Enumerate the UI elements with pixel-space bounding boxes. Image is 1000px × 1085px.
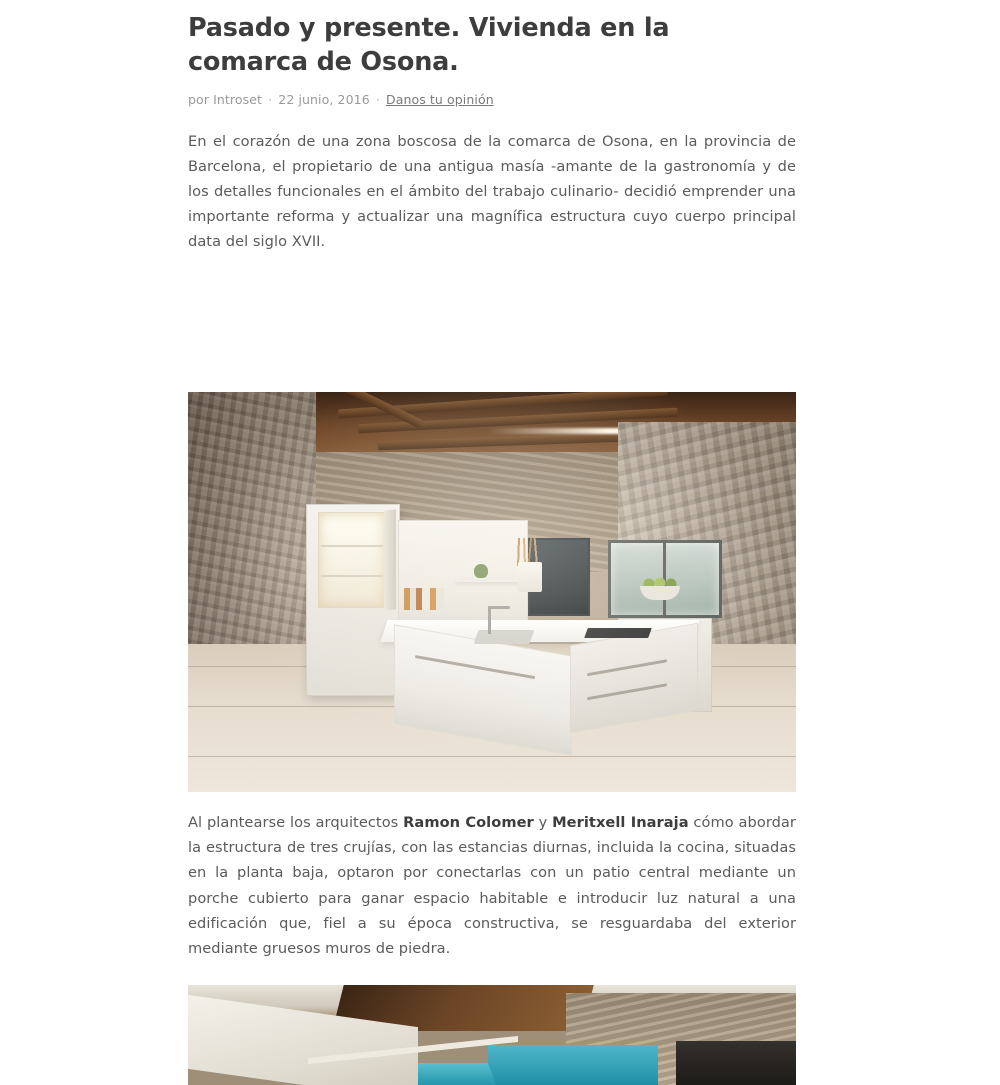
architect-name-2: Meritxell Inaraja xyxy=(552,814,689,832)
article-author: por Introset xyxy=(188,91,263,107)
floor-joint xyxy=(188,756,796,757)
dark-opening xyxy=(676,1041,796,1085)
comment-link[interactable]: Danos tu opinión xyxy=(385,91,494,107)
paragraph-architects xyxy=(188,810,796,961)
paragraph-part-1: Al plantearse los arquitectos xyxy=(188,814,404,832)
architect-name-1: Ramon Colomer xyxy=(403,814,534,832)
tall-cabinet-interior xyxy=(318,512,386,608)
wall-shelf xyxy=(456,578,522,582)
island-drawer-handle xyxy=(587,659,667,676)
article-meta xyxy=(188,92,796,107)
kitchen-scene xyxy=(188,392,796,792)
faucet-arm xyxy=(488,606,510,609)
cabinet-shelf xyxy=(321,575,383,577)
article-image-kitchen xyxy=(188,392,796,792)
sink xyxy=(473,630,534,644)
paragraph-part-3: cómo abordar la estructura de tres crujías, con las estancias diurnas, incluida la cocina, situadas en la planta baja, optaron por conectarlas con un patio central mediante un porche cubierto para ganar espacio habitable e introducir luz natural a una edificación que, fiel a su época constructiva, se resguardaba del exterior mediante gruesos muros de piedra. xyxy=(188,814,796,957)
cabinet-door xyxy=(384,510,396,611)
recipe-books xyxy=(404,588,444,610)
paragraph-part-2: y xyxy=(533,814,553,832)
page-title: Pasado y presente. Vivienda en la comarca de Osona. xyxy=(188,13,670,77)
pool-water xyxy=(488,1045,658,1085)
island-drawer-handle xyxy=(587,683,667,700)
meta-separator-1: · xyxy=(268,91,273,107)
paragraph-intro: En el corazón de una zona boscosa de la comarca de Osona, en la provincia de Barcelona, el propietario de una antigua masía -amante de la gastronomía y de los detalles funcionales en el ámbito del trabajo culinario- decidió emprender una importante reforma y actualizar una magnífica estructura cuyo cuerpo principal data del siglo XVII. xyxy=(188,132,796,251)
faucet xyxy=(488,606,491,634)
island-drawer-handle xyxy=(415,655,535,679)
meta-separator-2: · xyxy=(375,91,380,107)
article-date: 22 junio, 2016 xyxy=(278,91,370,107)
plant xyxy=(474,564,488,578)
utensil-jar xyxy=(518,562,542,592)
cooktop xyxy=(584,628,652,638)
cabinet-shelf xyxy=(321,545,383,547)
article xyxy=(188,0,796,1085)
